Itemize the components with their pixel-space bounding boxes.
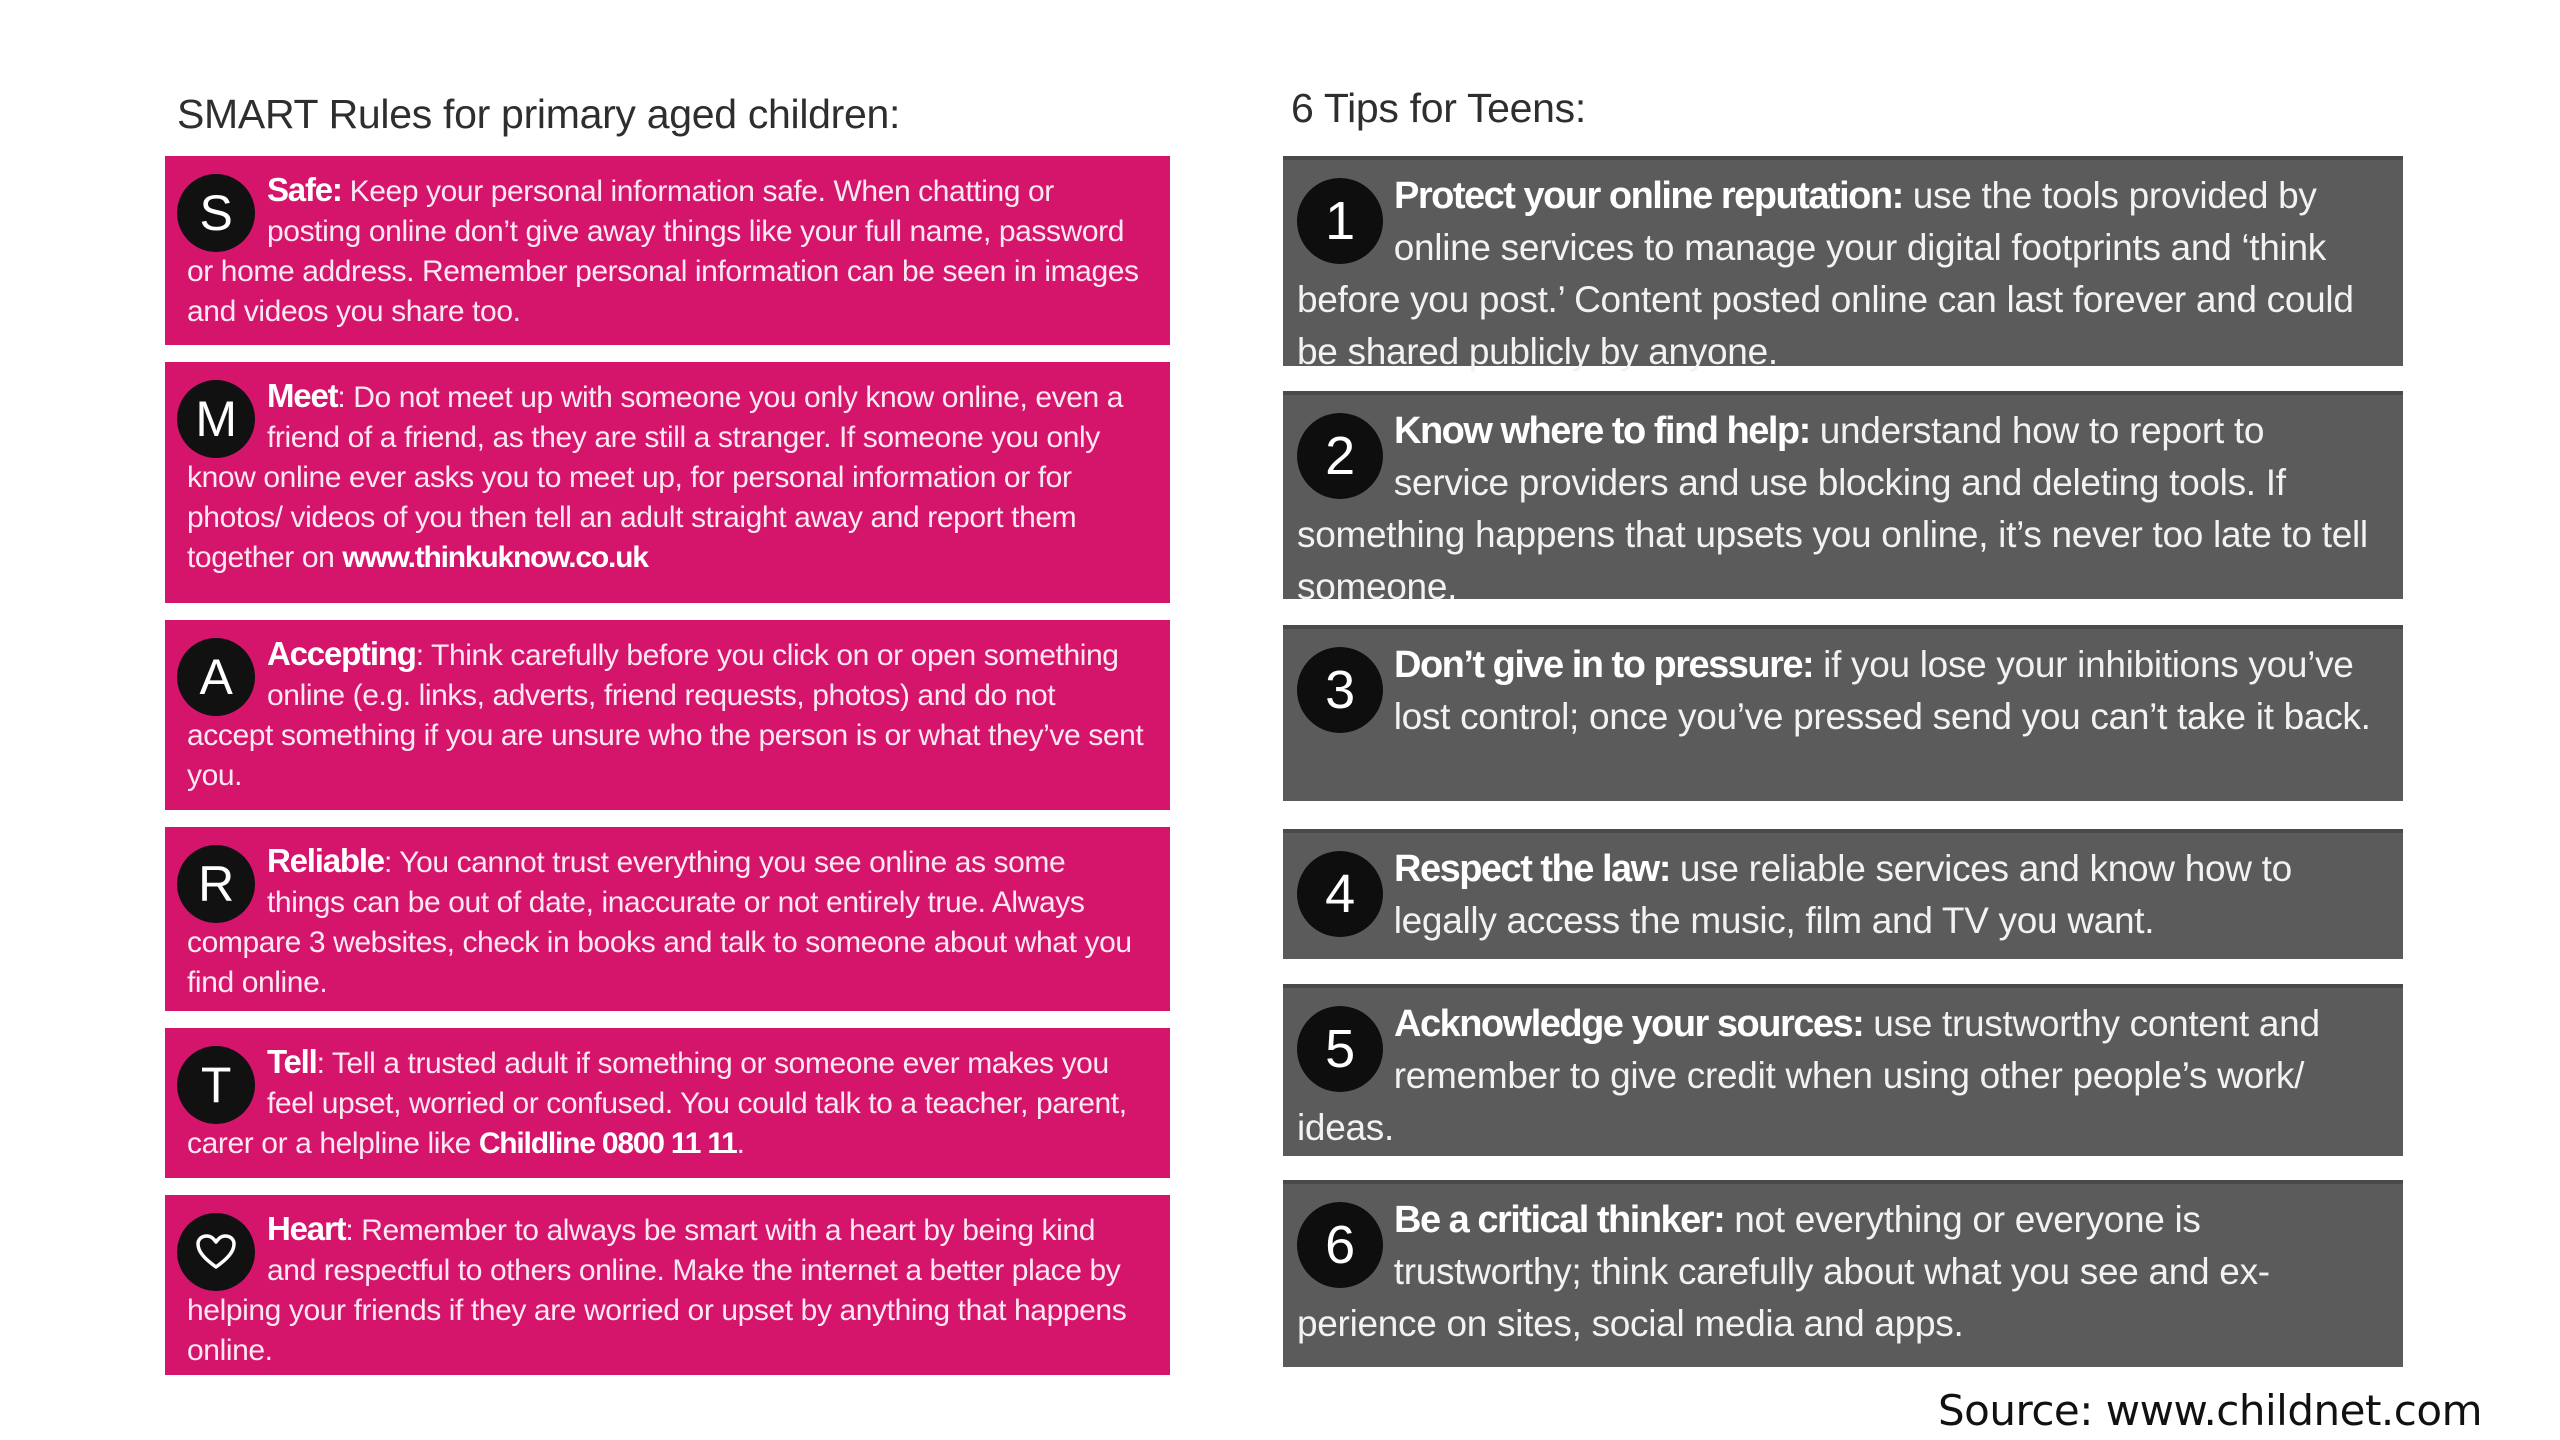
childline-number: Childline 0800 11 11 [478, 1127, 737, 1160]
tip-title: Be a critical thinker: [1394, 1199, 1725, 1241]
smart-rule-heart [165, 1195, 1170, 1375]
heart-badge [177, 1213, 255, 1291]
smart-rule-accepting [165, 620, 1170, 810]
number-badge-4: 4 [1297, 851, 1383, 937]
rule-text: : You cannot trust everything you see online as some things can be out of date, inaccurate or not entirely true. Always compare 3 websites, check in books and talk to someone about what you find online. [187, 846, 1132, 999]
tip-text: use trustworthy content and remember to give credit when using other people’s work/ ideas. [1297, 1003, 2320, 1148]
rule-title: Safe: [267, 171, 342, 208]
tip-text: understand how to report to service providers and use blocking and deleting tools. If something happens that upsets you online, it’s never too late to tell someone. [1297, 410, 2368, 607]
rule-title: Heart [267, 1210, 346, 1247]
number-badge-5: 5 [1297, 1006, 1383, 1092]
letter-badge-r: R [177, 845, 255, 923]
number-badge-2: 2 [1297, 413, 1383, 499]
source-credit: Source: www.childnet.com [1938, 1386, 2482, 1435]
smart-rule-reliable [165, 827, 1170, 1011]
number-badge-6: 6 [1297, 1202, 1383, 1288]
tip-text: use reliable services and know how to legally access the music, film and TV you want. [1393, 848, 2292, 941]
tip-title: Know where to find help: [1394, 410, 1810, 452]
smart-rule-tell [165, 1028, 1170, 1178]
rule-title: Tell [267, 1043, 317, 1080]
rule-tail: . [736, 1127, 745, 1160]
rule-text: : Think carefully before you click on or open something online (e.g. links, adverts, friend requests, photos) and do not accept something if you are unsure who the person is or what they’ve sent you. [187, 639, 1144, 792]
tip-2 [1283, 391, 2403, 607]
tip-text: use the tools provided by online services to manage your digital footprints and ‘think before you post.’ Content posted online can last forever and could be shared publicly by anyone. [1297, 175, 2354, 372]
smart-rule-safe [165, 156, 1170, 345]
letter-badge-s: S [177, 174, 255, 252]
tip-title: Respect the law: [1394, 848, 1670, 890]
smart-rule-meet [165, 362, 1170, 603]
tip-text: if you lose your inhibitions you’ve lost control; once you’ve pressed send you can’t take it back. [1393, 644, 2371, 737]
smart-rules-heading: SMART Rules for primary aged children: [177, 91, 901, 137]
tip-1 [1283, 156, 2403, 372]
teen-tips-column [1283, 76, 2403, 1367]
tip-5 [1283, 984, 2403, 1156]
letter-badge-m: M [177, 380, 255, 458]
heart-icon [195, 1233, 237, 1271]
rule-text: Keep your personal information safe. When chatting or posting online don’t give away things like your full name, password or home address. Remember personal information can be seen in images and videos you share too. [187, 175, 1139, 328]
number-badge-3: 3 [1297, 647, 1383, 733]
tip-text: not everything or everyone is trustworthy; think carefully about what you see and ex-perience on sites, social media and apps. [1297, 1199, 2270, 1344]
tip-6 [1283, 1180, 2403, 1367]
teen-tips-heading: 6 Tips for Teens: [1291, 85, 1586, 131]
tip-title: Don’t give in to pressure: [1394, 644, 1814, 686]
rule-text: : Tell a trusted adult if something or someone ever makes you feel upset, worried or confused. You could talk to a teacher, parent, carer or a helpline like [187, 1047, 1127, 1160]
letter-badge-t: T [177, 1046, 255, 1124]
smart-rules-column [165, 82, 1170, 1375]
rule-title: Reliable [267, 842, 384, 879]
letter-badge-a: A [177, 638, 255, 716]
tip-4 [1283, 829, 2403, 959]
rule-title: Meet [267, 377, 338, 414]
rule-title: Accepting [267, 635, 416, 672]
rule-text: : Do not meet up with someone you only know online, even a friend of a friend, as they are still a stranger. If someone you only know online ever asks you to meet up, for personal information or for photos/ videos of you then tell an adult straight away and report them together on [187, 381, 1124, 574]
tip-title: Protect your online reputation: [1394, 175, 1903, 217]
rule-text: : Remember to always be smart with a heart by being kind and respectful to others online. Make the internet a better place by helping your friends if they are worried or upset by anything that happens online. [187, 1214, 1127, 1367]
thinkuknow-link[interactable]: www.thinkuknow.co.uk [342, 541, 648, 574]
number-badge-1: 1 [1297, 178, 1383, 264]
tip-title: Acknowledge your sources: [1394, 1003, 1864, 1045]
tip-3 [1283, 625, 2403, 801]
